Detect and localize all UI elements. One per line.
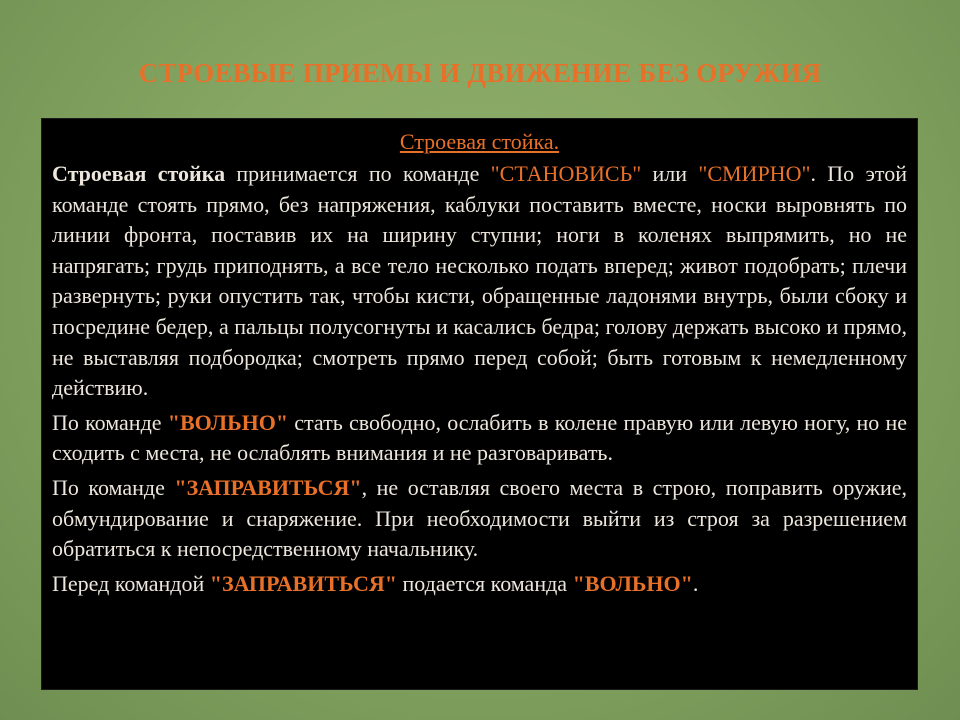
content-box (41, 118, 918, 690)
paragraph-stance (52, 159, 907, 404)
text-segment: принимается по команде (225, 161, 491, 186)
text-segment: подается команда (397, 570, 573, 596)
text-segment: По команде (52, 474, 175, 500)
command-volno: "ВОЛЬНО" (572, 570, 693, 596)
paragraph-volno (52, 408, 907, 469)
command-stanovis: "СТАНОВИСЬ" (490, 161, 642, 186)
command-volno: "ВОЛЬНО" (167, 409, 289, 435)
paragraph-zapravitsya (52, 473, 907, 565)
text-segment: . (692, 570, 699, 596)
text-segment: , не оставляя своего места в строю, поправить оружие, обмундирование и снаряжение. При необходимости выйти из строя за разрешением обратиться к непосредственному начальнику. (52, 474, 908, 562)
text-segment: или (641, 161, 699, 186)
command-smirno: "СМИРНО" (698, 161, 811, 186)
term-stance: Строевая стойка (52, 161, 226, 186)
text-segment: стать свободно, ослабить в колене правую или левую ногу, но не сходить с места, не ослаблять внимания и не разговаривать. (52, 409, 908, 466)
text-segment: По команде (52, 409, 168, 435)
section-heading: Строевая стойка. (399, 129, 560, 154)
command-zapravitsya: "ЗАПРАВИТЬСЯ" (174, 474, 362, 500)
paragraph-before-command (52, 569, 907, 600)
slide-title: СТРОЕВЫЕ ПРИЕМЫ И ДВИЖЕНИЕ БЕЗ ОРУЖИЯ (138, 58, 822, 88)
command-zapravitsya: "ЗАПРАВИТЬСЯ" (209, 570, 397, 596)
text-segment: . По этой команде стоять прямо, без напряжения, каблуки поставить вместе, носки выровнять по линии фронта, поставив их на ширину ступни; ноги в коленях выпрямить, но не напрягать; грудь приподнять, а все тело несколько подать вперед; живот подобрать; плечи развернуть; руки опустить так, чтобы кисти, обращенные ладонями внутрь, были сбоку и посредине бедер, а пальцы полусогнуты и касались бедра; голову держать высоко и прямо, не выставляя подбородка; смотреть прямо перед собой; быть готовым к немедленному действию. (52, 161, 907, 401)
text-segment: Перед командой (52, 570, 210, 596)
